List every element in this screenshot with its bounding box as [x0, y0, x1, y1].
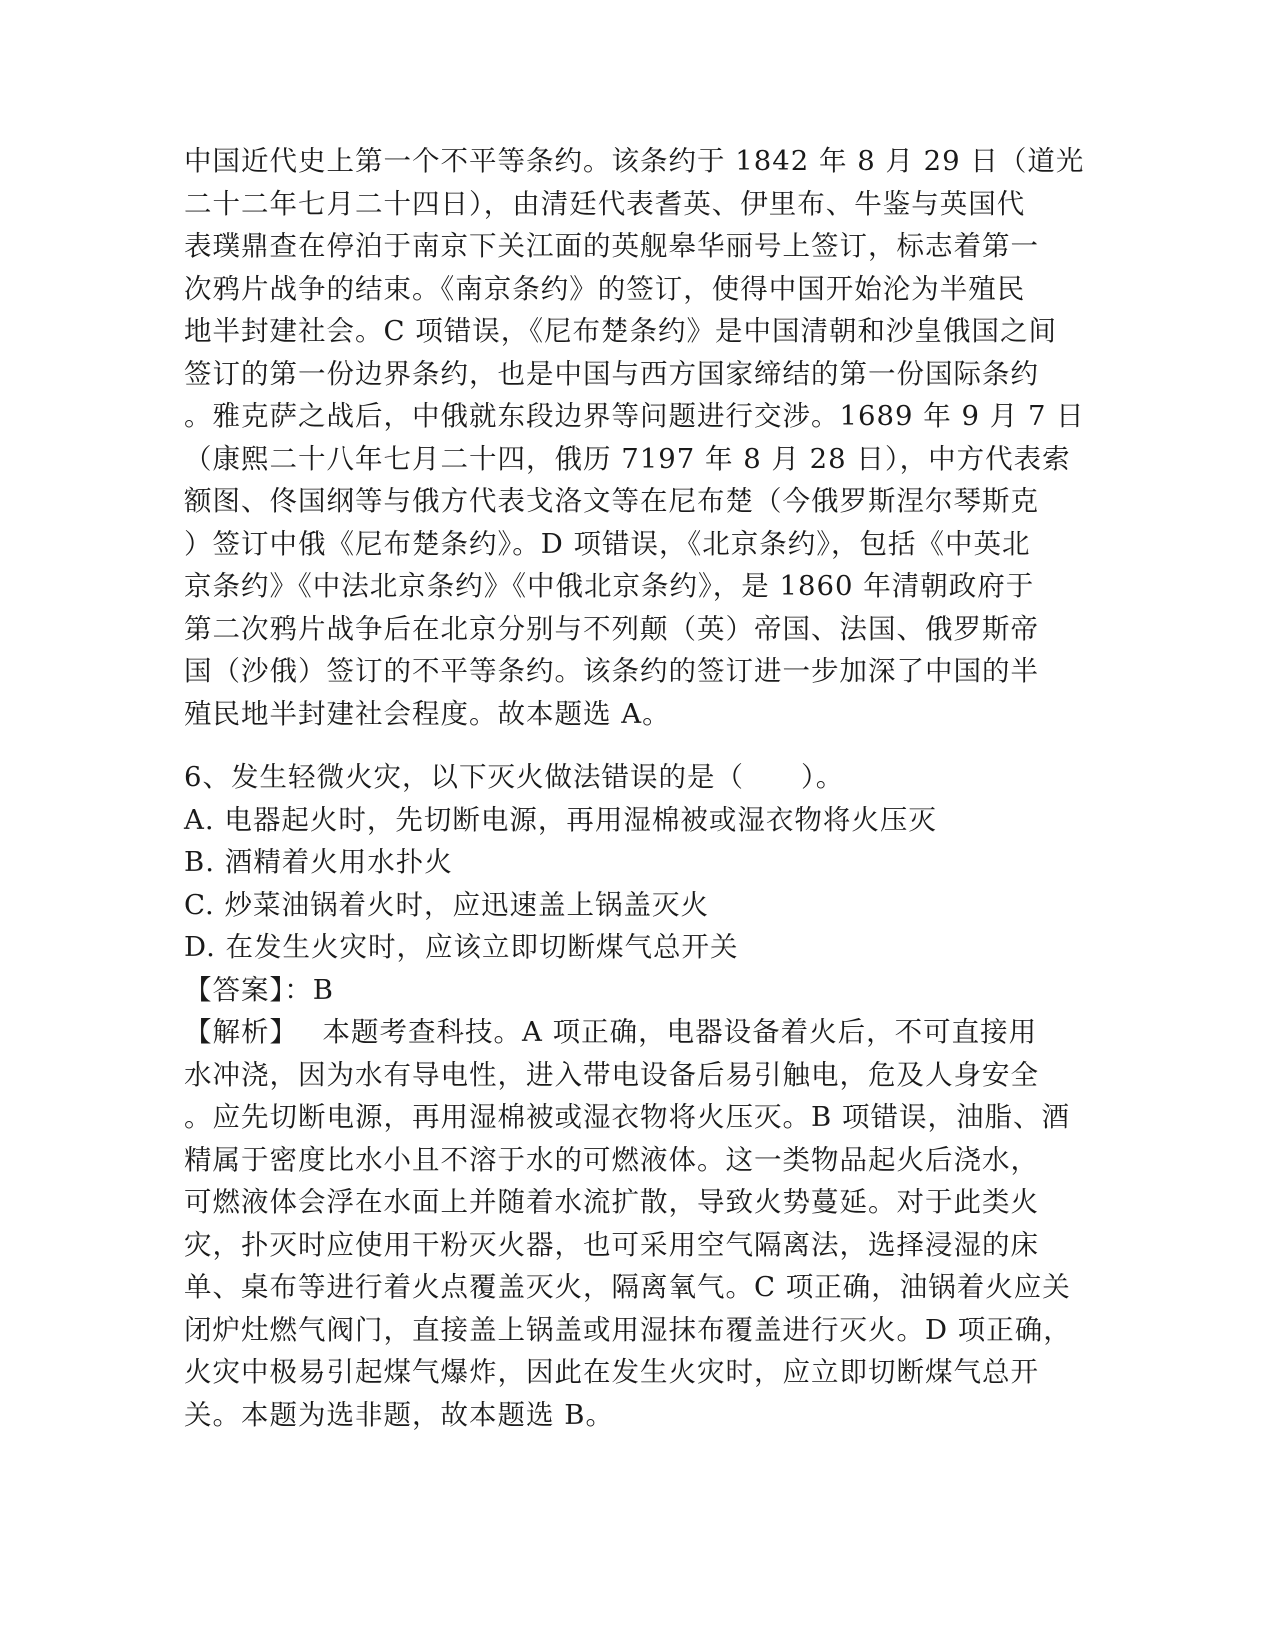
option-c: C. 炒菜油锅着火时，应迅速盖上锅盖灭火 — [184, 888, 710, 921]
analysis-line: 【解析】 本题考查科技。A 项正确，电器设备着火后，不可直接用 — [184, 1016, 1038, 1048]
previous-explanation — [184, 140, 1085, 735]
text-line: 地半封建社会。C 项错误，《尼布楚条约》是中国清朝和沙皇俄国之间 — [184, 315, 1058, 347]
analysis-line: 水冲浇，因为水有导电性，进入带电设备后易引触电，危及人身安全 — [184, 1058, 1039, 1091]
analysis-line: 。应先切断电源，再用湿棉被或湿衣物将火压灭。B 项错误，油脂、酒 — [184, 1101, 1070, 1133]
question-stem: 6、发生轻微火灾，以下灭火做法错误的是（ ）。 — [184, 761, 845, 793]
text-line: 京条约》《中法北京条约》《中俄北京条约》，是 1860 年清朝政府于 — [184, 570, 1035, 602]
text-line: 签订的第一份边界条约，也是中国与西方国家缔结的第一份国际条约 — [184, 357, 1039, 390]
analysis-line: 火灾中极易引起煤气爆炸，因此在发生火灾时，应立即切断煤气总开 — [184, 1356, 1039, 1388]
analysis-line: 灾，扑灭时应使用干粉灭火器，也可采用空气隔离法，选择浸湿的床 — [184, 1228, 1039, 1261]
text-line: 中国近代史上第一个不平等条约。该条约于 1842 年 8 月 29 日（道光 — [184, 145, 1085, 177]
analysis-line: 可燃液体会浮在水面上并随着水流扩散，导致火势蔓延。对于此类火 — [184, 1186, 1039, 1218]
document-page — [184, 140, 1085, 1436]
text-line: 。雅克萨之战后，中俄就东段边界等问题进行交涉。1689 年 9 月 7 日 — [184, 400, 1085, 432]
analysis-line: 闭炉灶燃气阀门，直接盖上锅盖或用湿抹布覆盖进行灭火。D 项正确， — [184, 1313, 1072, 1346]
text-line: 第二次鸦片战争后在北京分别与不列颠（英）帝国、法国、俄罗斯帝 — [184, 612, 1039, 645]
text-line: （康熙二十八年七月二十四，俄历 7197 年 8 月 28 日），中方代表索 — [184, 442, 1071, 475]
text-line: 表璞鼎查在停泊于南京下关江面的英舰皋华丽号上签订，标志着第一 — [184, 230, 1039, 262]
text-line: 次鸦片战争的结束。《南京条约》的签订，使得中国开始沦为半殖民 — [184, 272, 1026, 305]
paragraph-gap — [184, 735, 1044, 756]
analysis-line: 精属于密度比水小且不溶于水的可燃液体。这一类物品起火后浇水， — [184, 1143, 1039, 1176]
text-line: 国（沙俄）签订的不平等条约。该条约的签订进一步加深了中国的半 — [184, 655, 1039, 687]
text-line: 二十二年七月二十四日），由清廷代表耆英、伊里布、牛鉴与英国代 — [184, 187, 1026, 220]
text-line: ）签订中俄《尼布楚条约》。D 项错误，《北京条约》，包括《中英北 — [184, 527, 1031, 560]
question-block — [184, 756, 1072, 1436]
option-b: B. 酒精着火用水扑火 — [184, 846, 453, 878]
option-a: A. 电器起火时，先切断电源，再用湿棉被或湿衣物将火压灭 — [184, 803, 937, 836]
answer-line: 【答案】：B — [184, 973, 334, 1006]
text-line: 殖民地半封建社会程度。故本题选 A。 — [184, 697, 671, 730]
option-d: D. 在发生火灾时，应该立即切断煤气总开关 — [184, 931, 739, 963]
text-line: 额图、佟国纲等与俄方代表戈洛文等在尼布楚（今俄罗斯涅尔琴斯克 — [184, 485, 1039, 517]
analysis-line: 关。本题为选非题，故本题选 B。 — [184, 1398, 614, 1431]
analysis-line: 单、桌布等进行着火点覆盖灭火，隔离氧气。C 项正确，油锅着火应关 — [184, 1271, 1071, 1303]
